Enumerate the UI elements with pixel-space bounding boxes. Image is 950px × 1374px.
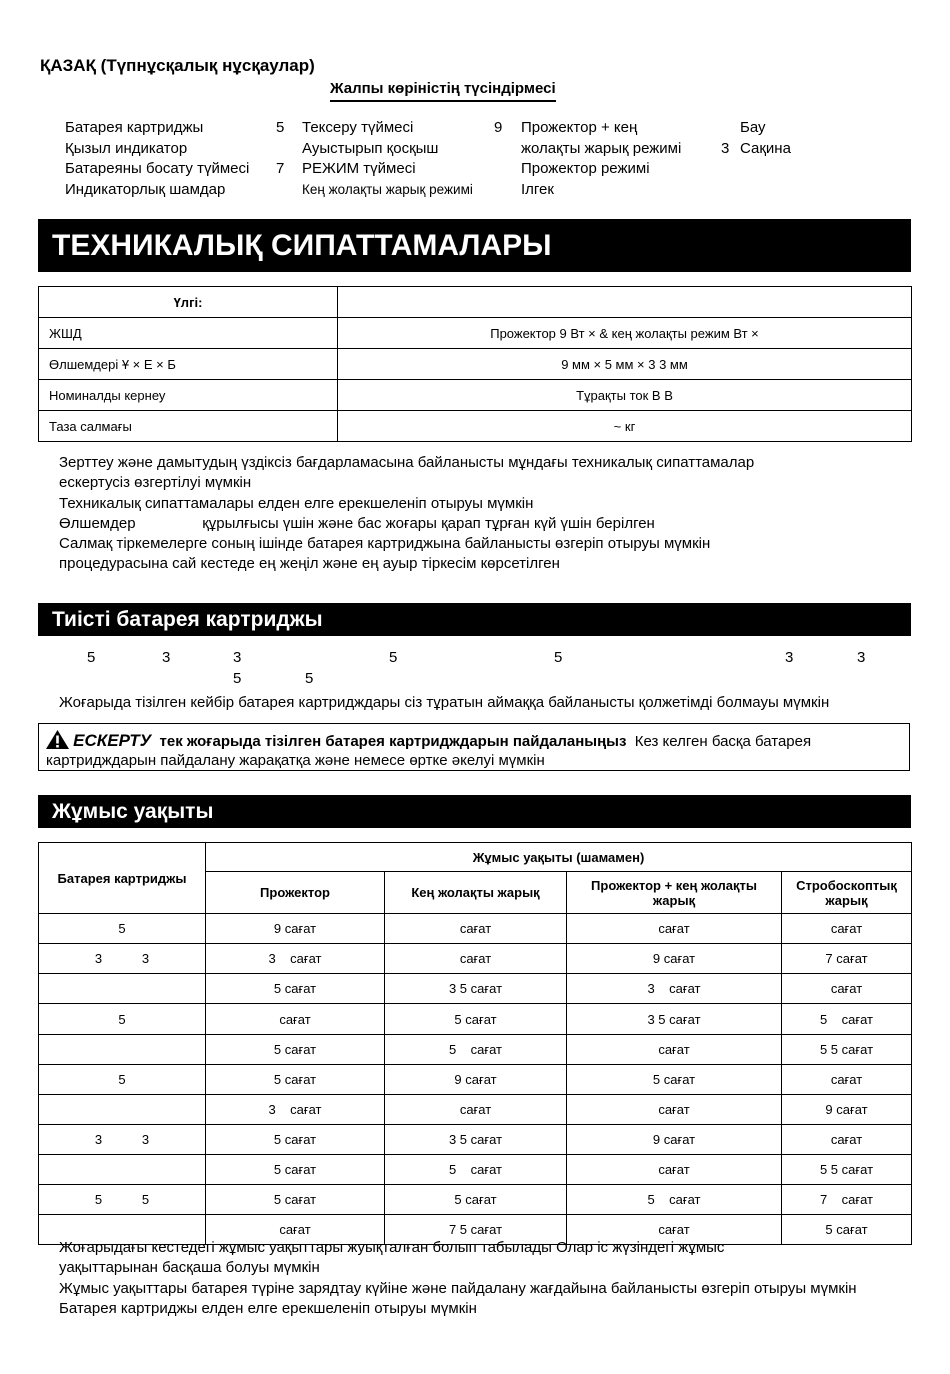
legend-col-1 — [65, 118, 249, 200]
time-cell: 5 сағат — [206, 1125, 385, 1155]
battery-model: 3 — [162, 649, 171, 666]
legend-item: Прожектор + кең — [521, 119, 638, 136]
table-row — [39, 349, 912, 380]
time-cell: 3 5 сағат — [385, 1125, 567, 1155]
battery-model: 5 — [87, 649, 96, 666]
table-row — [39, 914, 912, 944]
note-line: процедурасына сай кестеде ең жеңіл және ең ауыр тіркесім көрсетілген — [59, 555, 560, 573]
legend-num: 3 — [721, 139, 730, 157]
time-cell: 5 сағат — [782, 1004, 912, 1035]
table-row — [39, 1095, 912, 1125]
battery-model: 5 — [305, 670, 314, 687]
column-header: Стробоскоптық жарық — [782, 872, 912, 914]
legend-num: 5 — [276, 119, 285, 136]
time-cell: 9 сағат — [385, 1065, 567, 1095]
legend-item: Қызыл индикатор — [65, 139, 188, 157]
warning-text-2: картридждарын пайдалану жарақатқа және немесе өртке әкелуі мүмкін — [46, 752, 545, 769]
legend-col-3 — [302, 118, 473, 200]
legend-item: Ілгек — [521, 180, 554, 198]
spec-value — [338, 287, 912, 318]
legend-num: 7 — [276, 160, 285, 177]
time-cell: 5 сағат — [385, 1155, 567, 1185]
language-heading: ҚАЗАҚ (Түпнұсқалық нұсқаулар) — [40, 56, 315, 75]
warning-triangle-icon — [46, 730, 69, 749]
battery-cell: 5 — [39, 914, 206, 944]
battery-cell — [39, 1095, 206, 1125]
time-cell: 5 5 сағат — [782, 1155, 912, 1185]
table-row — [39, 1004, 912, 1035]
legend-item: жолақты жарық режимі — [521, 139, 682, 157]
spec-label: Номиналды кернеу — [39, 380, 338, 411]
time-cell: сағат — [782, 974, 912, 1004]
table-row — [39, 1155, 912, 1185]
time-cell: 9 сағат — [567, 1125, 782, 1155]
table-header-row — [39, 843, 912, 872]
legend-item: Прожектор режимі — [521, 160, 650, 177]
legend-num — [721, 118, 729, 139]
battery-cell: 5 — [39, 1065, 206, 1095]
table-row — [39, 287, 912, 318]
legend-item: Ауыстырып қосқыш — [302, 139, 439, 157]
time-cell: 5 сағат — [206, 974, 385, 1004]
battery-cell: 3 3 — [39, 944, 206, 974]
table-row — [39, 411, 912, 442]
warning-box — [38, 723, 910, 771]
time-cell: 5 сағат — [385, 1185, 567, 1215]
overview-subtitle: Жалпы көріністің түсіндірмесі — [330, 80, 556, 102]
warning-bold-text: тек жоғарыда тізілген батарея картридждарын пайдаланыңыз — [159, 733, 627, 750]
spec-value: Тұрақты ток В В — [338, 380, 912, 411]
spec-label: Таза салмағы — [39, 411, 338, 442]
table-row — [39, 974, 912, 1004]
time-cell: сағат — [782, 1065, 912, 1095]
legend-num: 9 — [494, 119, 503, 136]
column-header: Кең жолақты жарық — [385, 872, 567, 914]
note-line: Зерттеу және дамытудың үздіксіз бағдарламасына байланысты мұндағы техникалық сипаттамалар — [59, 454, 755, 471]
battery-cell: 5 — [39, 1004, 206, 1035]
legend-num — [276, 139, 284, 160]
legend-num — [276, 180, 284, 201]
spec-label: Өлшемдері Ұ × Е × Б — [39, 349, 338, 380]
spec-notes — [59, 453, 754, 575]
legend-item: Батареяны босату түймесі — [65, 160, 250, 177]
table-row — [39, 318, 912, 349]
battery-cell: 3 3 — [39, 1125, 206, 1155]
time-cell: 5 сағат — [567, 1065, 782, 1095]
time-cell: сағат — [567, 1215, 782, 1245]
note-line: Өлшемдер құрылғысы үшін және бас жоғары қарап тұрған күй үшін берілген — [59, 514, 655, 532]
battery-model: 3 — [233, 649, 242, 666]
spec-value: Прожектор 9 Вт × & кең жолақты режим Вт × — [338, 318, 912, 349]
time-cell: 5 5 сағат — [782, 1035, 912, 1065]
time-cell: 7 сағат — [782, 1185, 912, 1215]
time-cell: 7 5 сағат — [385, 1215, 567, 1245]
legend-col-4 — [494, 118, 502, 139]
time-cell: 9 сағат — [782, 1095, 912, 1125]
legend-item: Бау — [740, 119, 766, 136]
legend-col-6 — [721, 118, 729, 159]
operating-time-table — [38, 842, 912, 1245]
note-line: Салмақ тіркемелерге соның ішінде батарея картриджына байланысты өзгеріп отыруы мүмкін — [59, 535, 711, 553]
time-cell: сағат — [385, 914, 567, 944]
note-line: Батарея картриджы елден елге ерекшеленіп отыруы мүмкін — [59, 1299, 477, 1317]
legend-item: Батарея картриджы — [65, 119, 204, 136]
spec-section-title: ТЕХНИКАЛЫҚ СИПАТТАМАЛАРЫ — [38, 219, 911, 272]
time-cell: сағат — [567, 1155, 782, 1185]
column-header-battery: Батарея картриджы — [39, 843, 206, 914]
time-cell: 5 сағат — [206, 1035, 385, 1065]
legend-col-7 — [740, 118, 791, 159]
time-cell: 3 5 сағат — [567, 1004, 782, 1035]
time-cell: 3 5 сағат — [385, 974, 567, 1004]
battery-model: 5 — [233, 670, 242, 687]
table-row — [39, 1065, 912, 1095]
time-cell: 3 сағат — [567, 974, 782, 1004]
time-cell: 9 сағат — [567, 944, 782, 974]
table-row — [39, 1185, 912, 1215]
time-cell: сағат — [782, 914, 912, 944]
time-cell: 5 сағат — [206, 1065, 385, 1095]
battery-model: 5 — [554, 649, 563, 666]
table-row — [39, 944, 912, 974]
time-cell: сағат — [782, 1125, 912, 1155]
time-cell: 3 сағат — [206, 944, 385, 974]
warning-text: Кез келген басқа батарея — [634, 733, 812, 750]
time-cell: сағат — [206, 1004, 385, 1035]
battery-cell — [39, 1035, 206, 1065]
note-line: Жоғарыдағы кестедегі жұмыс уақыттары жуықталған болып табылады Олар іс жүзіндегі жұмыс — [59, 1239, 725, 1256]
note-line: Жұмыс уақыттары батарея түріне зарядтау күйіне және пайдалану жағдайына байланысты өзгеріп отыруы мүмкін — [59, 1279, 857, 1297]
table-row — [39, 1035, 912, 1065]
time-cell: 3 сағат — [206, 1095, 385, 1125]
time-cell: сағат — [567, 1095, 782, 1125]
column-header: Прожектор — [206, 872, 385, 914]
battery-model: 3 — [785, 649, 794, 666]
table-row — [39, 1125, 912, 1155]
legend-item: РЕЖИМ түймесі — [302, 160, 416, 177]
spec-label: ЖШД — [39, 318, 338, 349]
warning-label: ЕСКЕРТУ — [73, 731, 152, 750]
spec-label: Үлгі: — [39, 287, 338, 318]
note-line: Техникалық сипаттамалары елден елге ерекшеленіп отыруы мүмкін — [59, 494, 534, 512]
legend-col-5 — [521, 118, 681, 200]
time-cell: 7 сағат — [782, 944, 912, 974]
time-cell: сағат — [385, 944, 567, 974]
table-row — [39, 380, 912, 411]
legend-item: Индикаторлық шамдар — [65, 180, 226, 198]
battery-model: 3 — [857, 649, 866, 666]
time-cell: сағат — [385, 1095, 567, 1125]
battery-section-title: Тиісті батарея картриджы — [38, 603, 911, 636]
legend-item: Кең жолақты жарық режимі — [302, 181, 473, 197]
spec-value: 9 мм × 5 мм × 3 3 мм — [338, 349, 912, 380]
time-cell: сағат — [567, 1035, 782, 1065]
time-cell: сағат — [567, 914, 782, 944]
battery-cell: 5 5 — [39, 1185, 206, 1215]
group-header: Жұмыс уақыты (шамамен) — [206, 843, 912, 872]
time-cell: 5 сағат — [782, 1215, 912, 1245]
note-line: уақыттарынан басқаша болуы мүмкін — [59, 1259, 320, 1277]
battery-note: Жоғарыда тізілген кейбір батарея картридждары сіз тұратын аймаққа байланысты қолжетімді болмауы мүмкін — [59, 694, 830, 711]
time-cell: 5 сағат — [385, 1004, 567, 1035]
battery-model: 5 — [389, 649, 398, 666]
battery-cell — [39, 974, 206, 1004]
ops-section-title: Жұмыс уақыты — [38, 795, 911, 828]
time-cell: 9 сағат — [206, 914, 385, 944]
time-cell: 5 сағат — [385, 1035, 567, 1065]
column-header: Прожектор + кең жолақты жарық — [567, 872, 782, 914]
time-cell: сағат — [206, 1215, 385, 1245]
spec-value: ~ кг — [338, 411, 912, 442]
time-cell: 5 сағат — [206, 1155, 385, 1185]
time-cell: 5 сағат — [567, 1185, 782, 1215]
time-cell: 5 сағат — [206, 1185, 385, 1215]
legend-item: Тексеру түймесі — [302, 119, 414, 136]
ops-notes — [59, 1238, 857, 1319]
note-line: ескертусіз өзгертілуі мүмкін — [59, 474, 252, 492]
legend-item: Сақина — [740, 139, 791, 157]
battery-cell — [39, 1155, 206, 1185]
legend-col-2 — [276, 118, 284, 200]
spec-table — [38, 286, 912, 442]
